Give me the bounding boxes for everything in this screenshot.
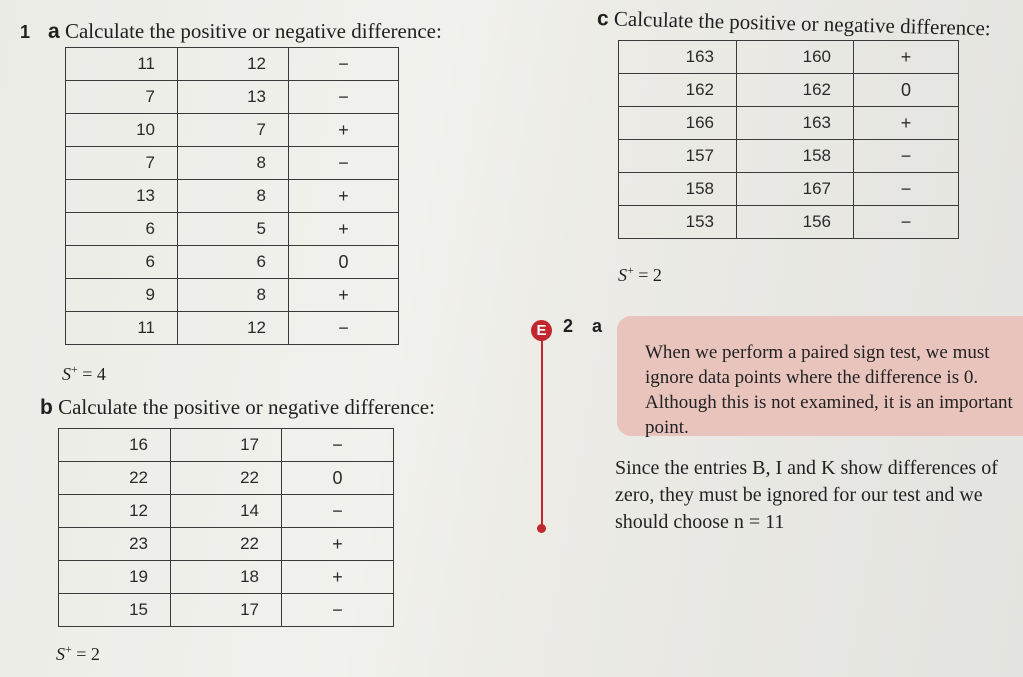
value-1-cell: 6 — [66, 213, 178, 246]
table-row — [619, 74, 959, 107]
value-1-cell: 19 — [59, 561, 171, 594]
value-1-cell: 163 — [619, 41, 737, 74]
value-1-cell: 16 — [59, 429, 171, 462]
value-2-cell: 8 — [178, 147, 289, 180]
part-a-heading — [48, 19, 442, 44]
value-1-cell: 11 — [66, 48, 178, 81]
table-row — [59, 495, 394, 528]
question-number: 1 — [20, 22, 31, 42]
part-a-table — [65, 47, 399, 345]
value-1-cell: 157 — [619, 140, 737, 173]
value-2-cell: 8 — [178, 279, 289, 312]
sign-cell: − — [289, 48, 399, 81]
value-1-cell: 158 — [619, 173, 737, 206]
value-1-cell: 10 — [66, 114, 178, 147]
value-2-cell: 158 — [737, 140, 854, 173]
part-b-s-plus — [56, 642, 100, 665]
value-2-cell: 160 — [737, 41, 854, 74]
sign-cell: − — [282, 495, 394, 528]
part-a-letter: a — [48, 20, 60, 43]
sign-cell: − — [289, 147, 399, 180]
value-2-cell: 22 — [171, 462, 282, 495]
sign-cell: − — [289, 312, 399, 345]
value-1-cell: 13 — [66, 180, 178, 213]
part-b-letter: b — [40, 396, 53, 419]
sign-cell: 0 — [282, 462, 394, 495]
value-2-cell: 156 — [737, 206, 854, 239]
value-2-cell: 12 — [178, 48, 289, 81]
value-1-cell: 12 — [59, 495, 171, 528]
value-2-cell: 17 — [171, 594, 282, 627]
value-1-cell: 6 — [66, 246, 178, 279]
table-row — [619, 140, 959, 173]
value-2-cell: 12 — [178, 312, 289, 345]
s-plus-superscript: + — [627, 263, 634, 277]
part-a-s-plus — [62, 362, 106, 385]
table-row — [66, 246, 399, 279]
sign-cell: − — [282, 594, 394, 627]
question-2-number: 2 — [563, 316, 574, 336]
sign-cell: + — [282, 528, 394, 561]
value-2-cell: 163 — [737, 107, 854, 140]
sign-cell: + — [289, 213, 399, 246]
value-1-cell: 23 — [59, 528, 171, 561]
s-plus-symbol: S — [56, 644, 65, 664]
s-plus-superscript: + — [71, 362, 78, 376]
answer-text: Since the entries B, I and K show differences of zero, they must be ignored for our test and we should choose n = 11 — [615, 457, 998, 533]
sign-cell: + — [854, 41, 959, 74]
table-row — [66, 81, 399, 114]
part-c-heading-text: Calculate the positive or negative difference: — [613, 6, 992, 41]
part-b-table — [58, 428, 394, 627]
question-2-letter: a — [592, 316, 603, 336]
value-1-cell: 15 — [59, 594, 171, 627]
table-row — [59, 429, 394, 462]
table-row — [66, 48, 399, 81]
sign-cell: + — [289, 114, 399, 147]
part-b-heading — [40, 395, 435, 420]
sign-cell: − — [289, 81, 399, 114]
value-1-cell: 166 — [619, 107, 737, 140]
value-2-cell: 13 — [178, 81, 289, 114]
exam-badge-icon: E — [531, 320, 552, 341]
part-a-heading-text: Calculate the positive or negative difference: — [64, 19, 442, 43]
value-2-cell: 18 — [171, 561, 282, 594]
value-1-cell: 7 — [66, 147, 178, 180]
value-1-cell: 9 — [66, 279, 178, 312]
part-c-letter: c — [596, 7, 609, 31]
part-c-heading — [597, 6, 991, 41]
sign-cell: 0 — [289, 246, 399, 279]
value-2-cell: 162 — [737, 74, 854, 107]
table-row — [59, 462, 394, 495]
value-1-cell: 162 — [619, 74, 737, 107]
table-row — [66, 312, 399, 345]
sign-cell: + — [854, 107, 959, 140]
value-1-cell: 153 — [619, 206, 737, 239]
table-row — [66, 213, 399, 246]
note-text: When we perform a paired sign test, we must ignore data points where the difference is 0. Although this is not examined, it is an important point. — [645, 342, 1013, 438]
sign-cell: 0 — [854, 74, 959, 107]
value-1-cell: 7 — [66, 81, 178, 114]
table-row — [619, 206, 959, 239]
value-2-cell: 22 — [171, 528, 282, 561]
sign-cell: + — [289, 180, 399, 213]
part-c-s-plus — [618, 263, 662, 286]
table-row — [619, 173, 959, 206]
s-plus-value: = 2 — [633, 265, 662, 285]
sign-cell: + — [289, 279, 399, 312]
part-c-table — [618, 40, 959, 239]
value-2-cell: 167 — [737, 173, 854, 206]
table-row — [66, 279, 399, 312]
s-plus-symbol: S — [618, 265, 627, 285]
s-plus-superscript: + — [65, 642, 72, 656]
s-plus-value: = 4 — [77, 364, 106, 384]
table-row — [619, 41, 959, 74]
table-row — [66, 180, 399, 213]
margin-rule-end-dot — [537, 524, 546, 533]
value-2-cell: 6 — [178, 246, 289, 279]
value-2-cell: 14 — [171, 495, 282, 528]
value-2-cell: 5 — [178, 213, 289, 246]
table-row — [619, 107, 959, 140]
table-row — [66, 114, 399, 147]
sign-cell: − — [854, 206, 959, 239]
table-row — [59, 561, 394, 594]
part-b-heading-text: Calculate the positive or negative difference: — [58, 395, 435, 419]
table-row — [59, 528, 394, 561]
value-2-cell: 7 — [178, 114, 289, 147]
sign-cell: + — [282, 561, 394, 594]
s-plus-value: = 2 — [71, 644, 100, 664]
value-1-cell: 22 — [59, 462, 171, 495]
table-row — [66, 147, 399, 180]
sign-cell: − — [854, 140, 959, 173]
table-row — [59, 594, 394, 627]
value-1-cell: 11 — [66, 312, 178, 345]
sign-cell: − — [282, 429, 394, 462]
value-2-cell: 8 — [178, 180, 289, 213]
sign-cell: − — [854, 173, 959, 206]
margin-rule — [541, 340, 543, 528]
value-2-cell: 17 — [171, 429, 282, 462]
s-plus-symbol: S — [62, 364, 71, 384]
